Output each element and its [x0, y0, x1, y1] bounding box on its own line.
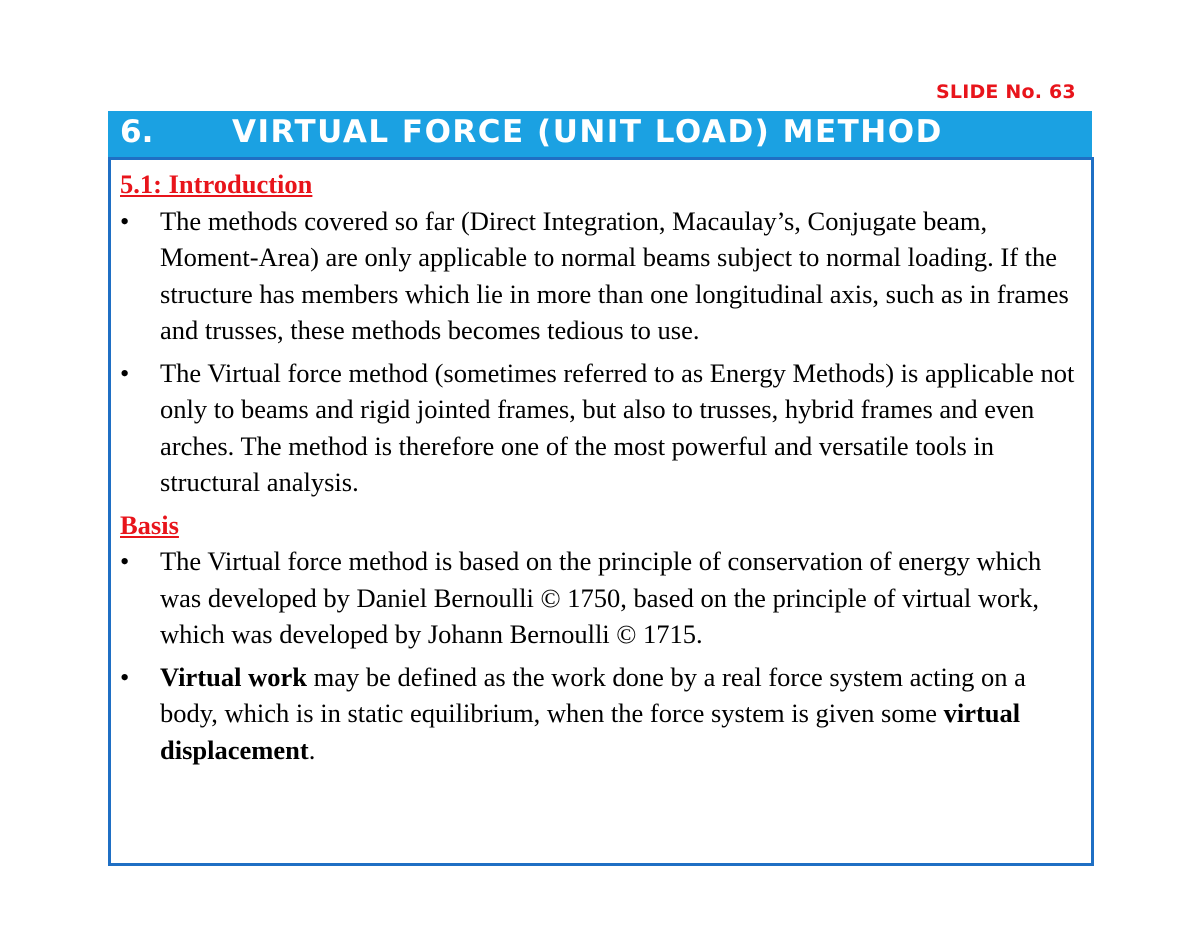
- basis-bullet-2-text: may be defined as the work done by a real force system acting on a body, which is in static equilibrium, when the force system is given some: [160, 661, 1026, 728]
- virtual-displacement-term: virtual displacement: [160, 698, 1021, 765]
- intro-heading: 5.1: Introduction: [120, 169, 313, 199]
- slide-number: SLIDE No. 63: [936, 81, 1076, 103]
- basis-bullet-1-text: The Virtual force method is based on the principle of conservation of energy which was developed by Daniel Bernoulli © 1750, based on the principle of virtual work, which was developed by Johann Bernoulli © 1715.: [160, 546, 1042, 649]
- intro-bullet-2: [120, 355, 1080, 501]
- slide-content: [120, 166, 1080, 768]
- intro-bullet-2-text: The Virtual force method (sometimes referred to as Energy Methods) is applicable not only to beams and rigid jointed frames, but also to trusses, hybrid frames and even arches. The method is therefore one of the most powerful and versatile tools in structural analysis.: [160, 357, 1075, 497]
- bullet-icon: •: [120, 357, 130, 388]
- bullet-icon: •: [120, 205, 130, 236]
- title-number: 6.: [120, 114, 154, 150]
- bullet-icon: •: [120, 546, 130, 576]
- basis-bullet-2: [120, 659, 1080, 769]
- basis-heading: Basis: [120, 509, 179, 540]
- page-title: VIRTUAL FORCE (UNIT LOAD) METHOD: [232, 114, 943, 150]
- intro-bullet-1: [120, 203, 1080, 349]
- bullet-icon: •: [120, 661, 130, 692]
- basis-bullet-1: [120, 543, 1080, 653]
- basis-bullet-2-end: .: [308, 734, 316, 765]
- virtual-work-term: Virtual work: [160, 661, 307, 692]
- title-bar: [108, 111, 1092, 157]
- intro-bullet-1-text: The methods covered so far (Direct Integration, Macaulay’s, Conjugate beam, Moment-Area) are only applicable to normal beams subject to normal loading. If the structure has members which lie in more than one longitudinal axis, such as in frames and trusses, these methods becomes tedious to use.: [160, 205, 1069, 345]
